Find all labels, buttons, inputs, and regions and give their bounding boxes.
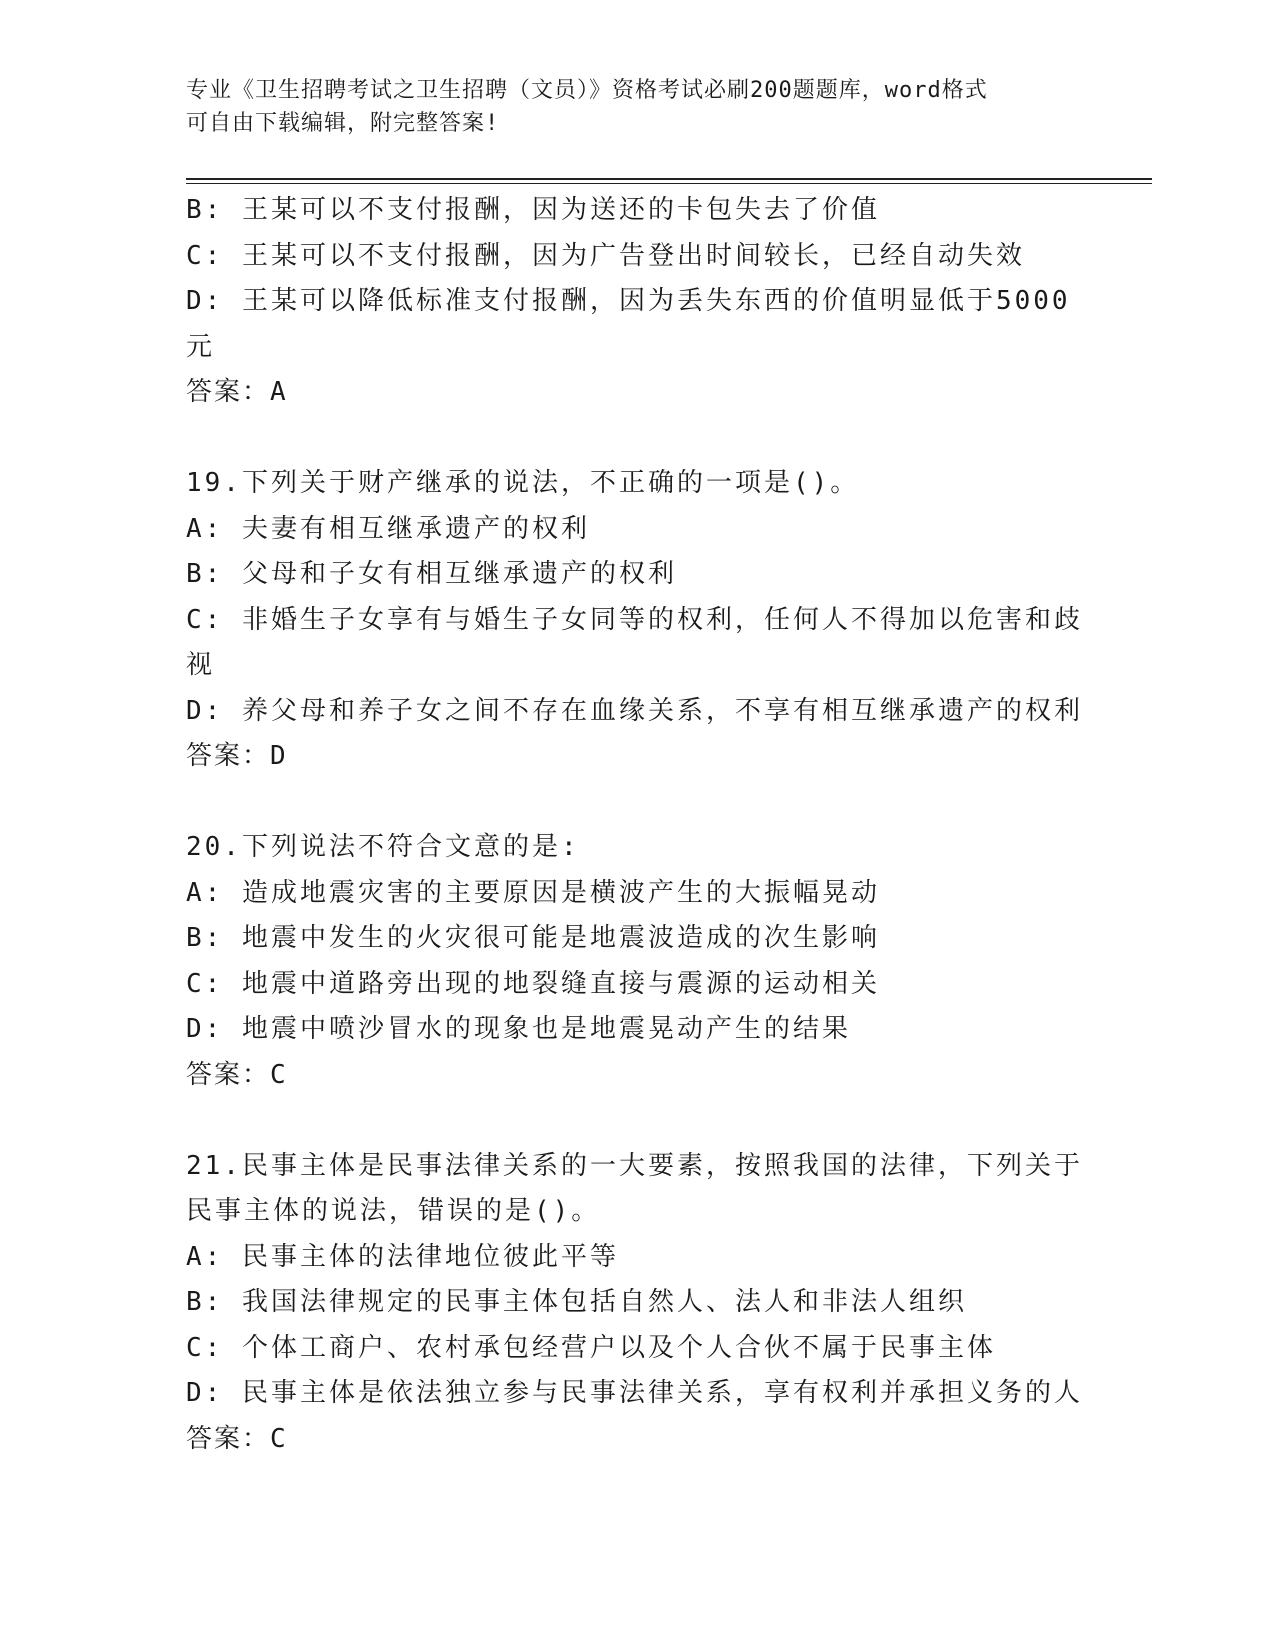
option-b: B: 王某可以不支付报酬，因为送还的卡包失去了价值 <box>186 195 880 225</box>
spacer <box>186 1098 1086 1144</box>
option-d: D: 地震中喷沙冒水的现象也是地震晃动产生的结果 <box>186 1014 851 1044</box>
question-list <box>186 188 1086 1462</box>
answer: 答案：D <box>186 741 288 771</box>
question-18 <box>186 188 1086 416</box>
option-c: C: 个体工商户、农村承包经营户以及个人合伙不属于民事主体 <box>186 1332 996 1363</box>
header-divider-thick <box>186 178 1152 180</box>
option-d: D: 王某可以降低标准支付报酬，因为丢失东西的价值明显低于5000 <box>186 286 1071 316</box>
question-stem: 20.下列说法不符合文意的是: <box>186 832 580 862</box>
header-line-1: 专业《卫生招聘考试之卫生招聘（文员）》资格考试必刷200题题库，word格式 <box>186 78 988 103</box>
question-stem-continued: 民事主体的说法，错误的是()。 <box>186 1196 601 1226</box>
option-a: A: 夫妻有相互继承遗产的权利 <box>186 513 590 544</box>
option-c: C: 地震中道路旁出现的地裂缝直接与震源的运动相关 <box>186 968 880 999</box>
header-line-2: 可自由下载编辑，附完整答案! <box>186 111 500 136</box>
question-21 <box>186 1144 1086 1463</box>
question-stem: 21.民事主体是民事法律关系的一大要素，按照我国的法律，下列关于 <box>186 1150 1083 1181</box>
spacer <box>186 416 1086 462</box>
option-c: C: 非婚生子女享有与婚生子女同等的权利，任何人不得加以危害和歧 <box>186 604 1083 635</box>
header-divider-thin <box>186 183 1152 184</box>
option-b: B: 我国法律规定的民事主体包括自然人、法人和非法人组织 <box>186 1287 967 1317</box>
question-20 <box>186 825 1086 1098</box>
option-c-continued: 视 <box>186 650 216 680</box>
option-d: D: 民事主体是依法独立参与民事法律关系，享有权利并承担义务的人 <box>186 1378 1083 1408</box>
option-b: B: 地震中发生的火灾很可能是地震波造成的次生影响 <box>186 923 880 953</box>
question-stem: 19.下列关于财产继承的说法，不正确的一项是()。 <box>186 468 860 498</box>
option-d: D: 养父母和养子女之间不存在血缘关系，不享有相互继承遗产的权利 <box>186 695 1083 726</box>
option-a: A: 造成地震灾害的主要原因是横波产生的大振幅晃动 <box>186 877 880 908</box>
answer: 答案：C <box>186 1059 288 1090</box>
question-19 <box>186 461 1086 780</box>
option-c: C: 王某可以不支付报酬，因为广告登出时间较长，已经自动失效 <box>186 240 1025 271</box>
document-header <box>186 74 1086 140</box>
option-a: A: 民事主体的法律地位彼此平等 <box>186 1241 619 1272</box>
option-b: B: 父母和子女有相互继承遗产的权利 <box>186 559 677 589</box>
option-d-continued: 元 <box>186 331 216 362</box>
answer: 答案：A <box>186 377 288 407</box>
answer: 答案：C <box>186 1423 288 1454</box>
spacer <box>186 780 1086 826</box>
